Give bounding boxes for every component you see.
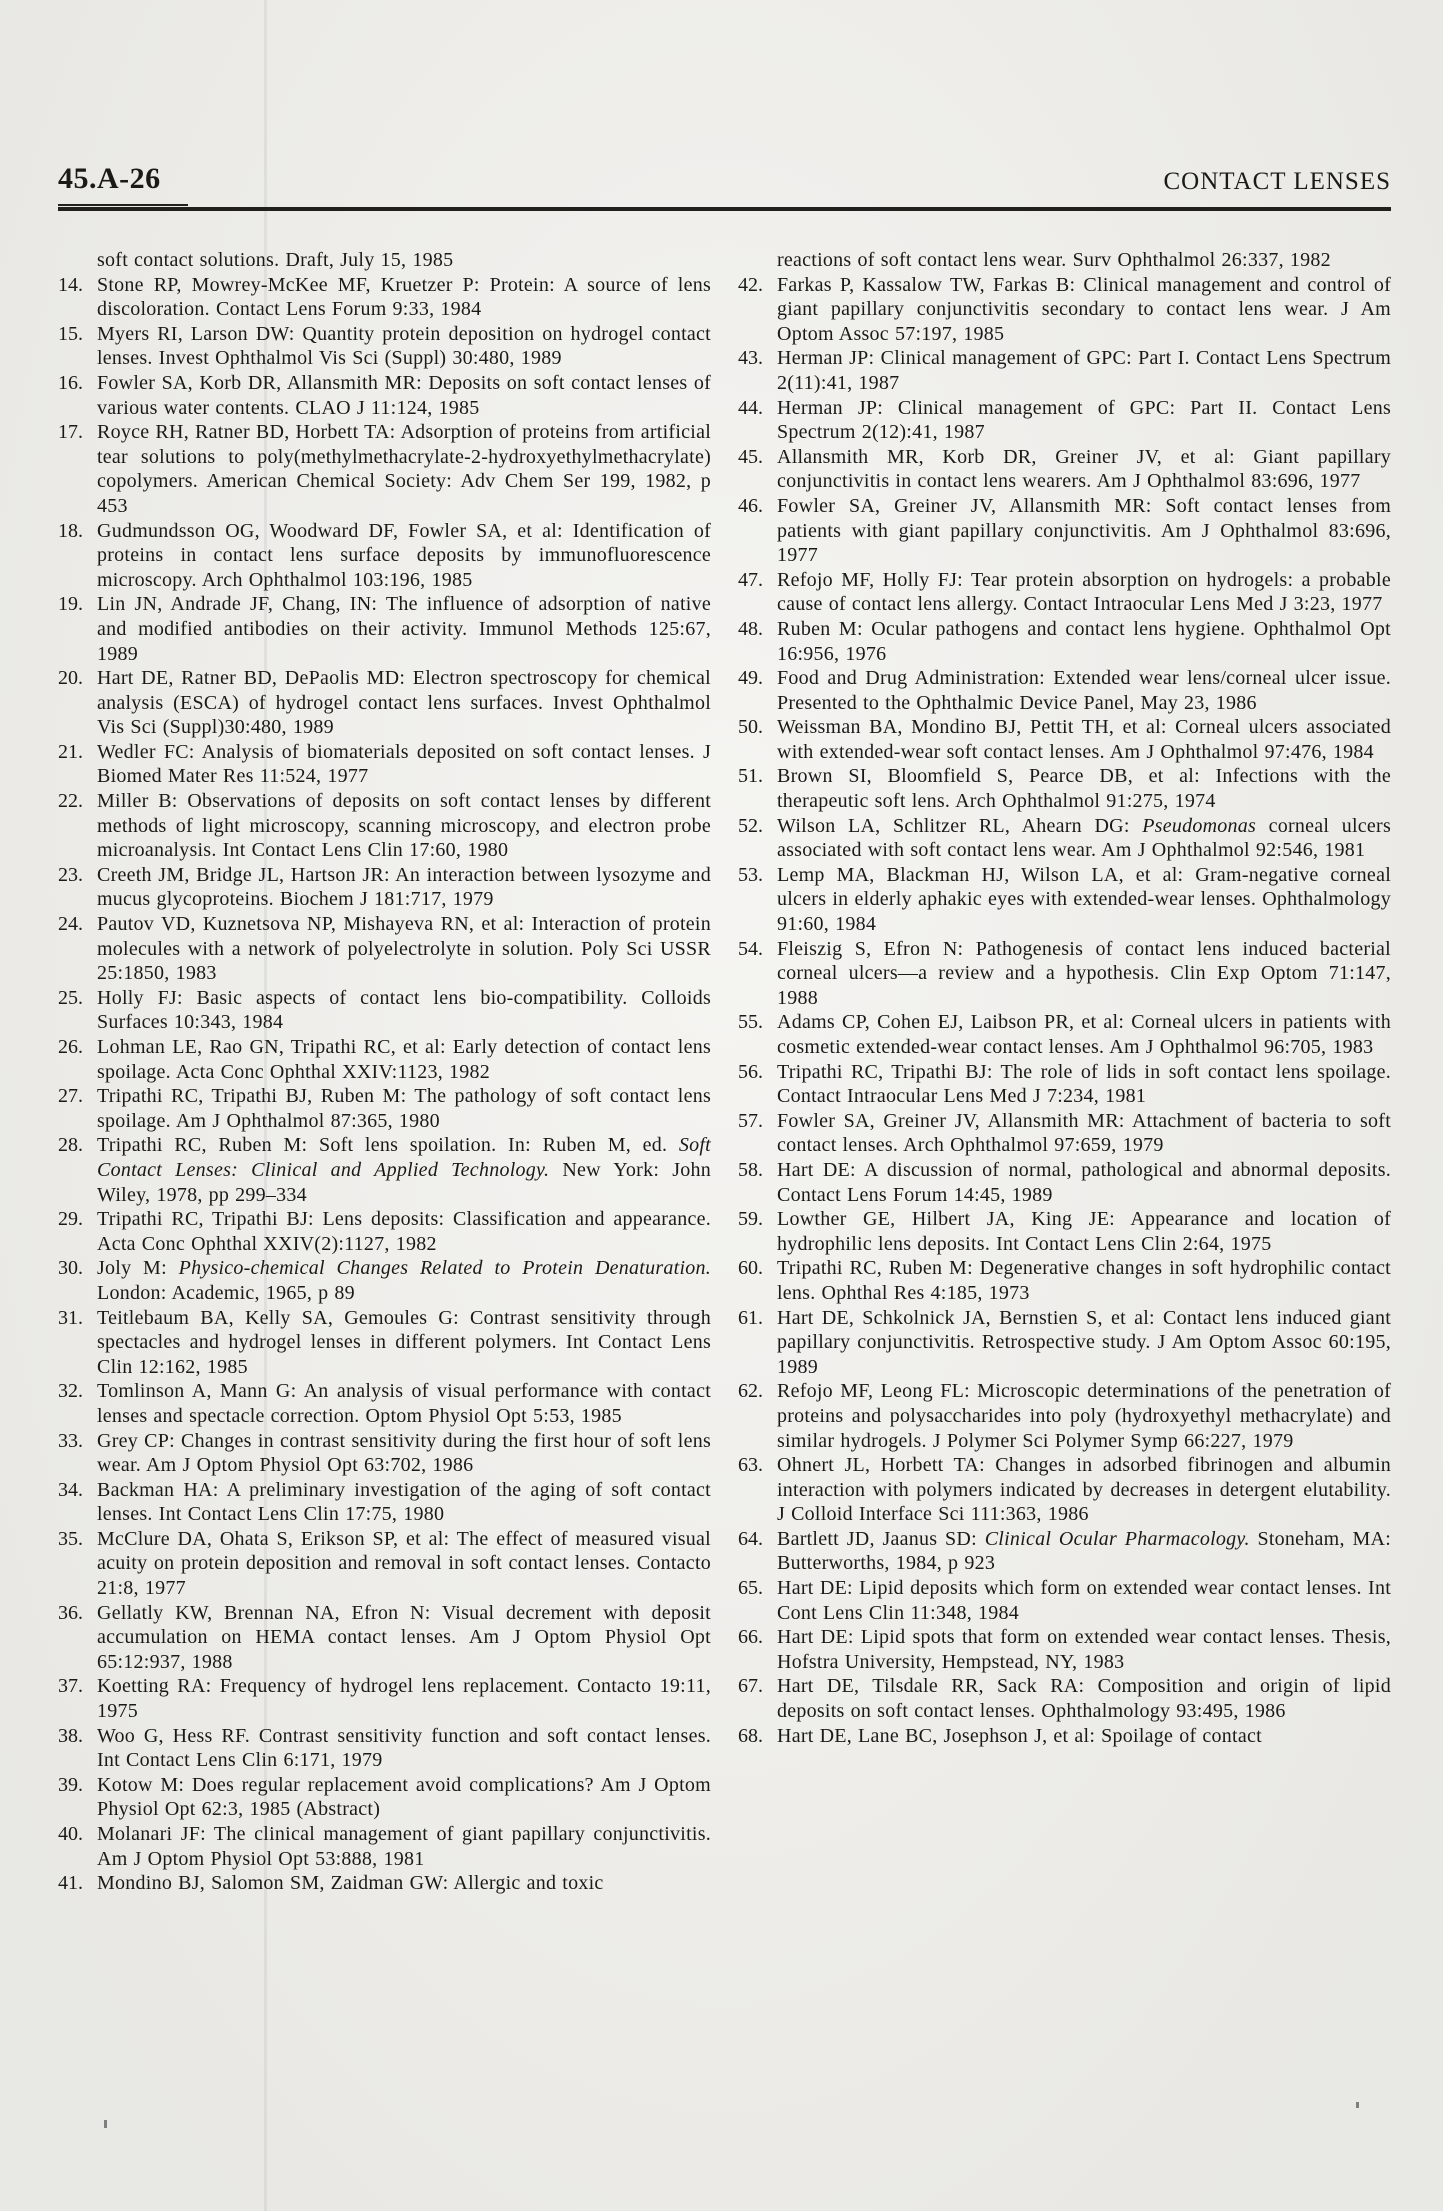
reference-text (97, 1307, 711, 1378)
reference-entry (58, 420, 711, 518)
reference-number: 16. (58, 371, 83, 394)
reference-text-segment: Bartlett JD, Jaanus SD: (777, 1527, 985, 1550)
reference-number: 33. (58, 1429, 83, 1452)
page-header (58, 162, 1391, 196)
reference-title-italic: Pseudomonas (1142, 814, 1257, 837)
reference-number: 64. (738, 1527, 763, 1550)
reference-continuation (738, 248, 1391, 273)
reference-number: 46. (738, 494, 763, 517)
reference-entry (58, 1084, 711, 1133)
reference-text-segment: Myers RI, Larson DW: Quantity protein deposition on hydrogel contact lenses. Invest Ophthalmol Vis Sci (Suppl) 30:480, 1989 (97, 322, 711, 370)
reference-number: 24. (58, 913, 83, 936)
reference-text-segment: Allansmith MR, Korb DR, Greiner JV, et al: Giant papillary conjunctivitis in contact lens wearers. Am J Ophthalmol 83:696, 1977 (777, 445, 1391, 493)
reference-text-segment: Fowler SA, Greiner JV, Allansmith MR: Attachment of bacteria to soft contact lenses. Arch Ophthalmol 97:659, 1979 (777, 1109, 1391, 1157)
reference-entry (58, 1724, 711, 1773)
reference-text (777, 1159, 1391, 1206)
reference-text (97, 790, 711, 861)
reference-text-segment: Woo G, Hess RF. Contrast sensitivity function and soft contact lenses. Int Contact Lens Clin 6:171, 1979 (97, 1724, 711, 1772)
reference-number: 61. (738, 1306, 763, 1329)
reference-title-italic: Clinical Ocular Pharmacology. (984, 1527, 1250, 1550)
reference-entry (738, 1109, 1391, 1158)
reference-text-segment: Backman HA: A preliminary investigation of the aging of soft contact lenses. Int Contact Lens Clin 17:75, 1980 (97, 1478, 711, 1526)
reference-number: 29. (58, 1208, 83, 1231)
reference-entry (738, 1453, 1391, 1527)
reference-entry (58, 912, 711, 986)
reference-entry (738, 1256, 1391, 1305)
scan-speck (104, 2120, 107, 2128)
reference-number: 39. (58, 1773, 83, 1796)
reference-text (777, 274, 1391, 345)
reference-text-segment: Miller B: Observations of deposits on soft contact lenses by different methods of light microscopy, scanning microscopy, and electron probe microanalysis. Int Contact Lens Clin 17:60, 1980 (97, 790, 711, 862)
reference-entry (738, 1158, 1391, 1207)
reference-number: 66. (738, 1626, 763, 1649)
reference-text-segment: Lemp MA, Blackman HJ, Wilson LA, et al: Gram-negative corneal ulcers in elderly aphakic eyes with extended-wear lenses. Ophthalmology 91:60, 1984 (777, 863, 1391, 936)
reference-entry (738, 445, 1391, 494)
reference-entry (738, 396, 1391, 445)
reference-text-segment: Weissman BA, Mondino BJ, Pettit TH, et al: Corneal ulcers associated with extended-wear soft contact lenses. Am J Ophthalmol 97:476, 1984 (777, 716, 1391, 763)
reference-entry (58, 1822, 711, 1871)
reference-text-segment: Stoneham, MA: Butterworths, 1984, p 923 (777, 1527, 1392, 1575)
reference-text (97, 1257, 711, 1304)
reference-number: 20. (58, 667, 83, 690)
reference-title-italic: Physico-chemical Changes Related to Protein Denaturation. (178, 1257, 711, 1280)
reference-text (97, 274, 711, 321)
reference-entry (58, 273, 711, 322)
reference-text (97, 864, 711, 911)
reference-text-segment: reactions of soft contact lens wear. Surv Ophthalmol 26:337, 1982 (777, 249, 1331, 271)
scan-speck (1356, 2102, 1359, 2108)
reference-number: 28. (58, 1134, 83, 1157)
reference-number: 34. (58, 1478, 83, 1501)
reference-text (97, 1479, 711, 1526)
reference-text (777, 1011, 1391, 1058)
reference-number: 68. (738, 1724, 763, 1747)
reference-entry (58, 371, 711, 420)
reference-text-segment: Hart DE: Lipid spots that form on extended wear contact lenses. Thesis, Hofstra University, Hempstead, NY, 1983 (777, 1626, 1391, 1673)
reference-text (97, 1380, 711, 1427)
reference-entry (58, 863, 711, 912)
reference-entry (58, 740, 711, 789)
reference-text-segment: Royce RH, Ratner BD, Horbett TA: Adsorption of proteins from artificial tear solutions to poly(methylmethacrylate-2-hydroxyethylmethacrylate) copolymers. American Chemical Society: Adv Chem Ser 199, 1982, p 453 (97, 421, 711, 517)
reference-text-segment: Hart DE: Lipid deposits which form on extended wear contact lenses. Int Cont Lens Clin 11:348, 1984 (777, 1577, 1391, 1624)
reference-entry (738, 1060, 1391, 1109)
reference-number: 31. (58, 1306, 83, 1329)
reference-number: 37. (58, 1675, 83, 1698)
reference-entry (58, 592, 711, 666)
header-rule (58, 207, 1391, 211)
reference-text-segment: soft contact solutions. Draft, July 15, 1985 (97, 249, 454, 271)
reference-text-segment: Gellatly KW, Brennan NA, Efron N: Visual decrement with deposit accumulation on HEMA contact lenses. Am J Optom Physiol Opt 65:12:937, 1988 (97, 1601, 711, 1673)
reference-text-segment: Hart DE: A discussion of normal, pathological and abnormal deposits. Contact Lens Forum 14:45, 1989 (777, 1158, 1391, 1206)
reference-text-segment: Refojo MF, Holly FJ: Tear protein absorption on hydrogels: a probable cause of contact lens allergy. Contact Intraocular Lens Med J 3:23, 1977 (777, 568, 1391, 616)
reference-number: 65. (738, 1577, 763, 1600)
reference-number: 15. (58, 322, 83, 345)
reference-entry (58, 1256, 711, 1305)
reference-text-segment: Herman JP: Clinical management of GPC: Part II. Contact Lens Spectrum 2(12):41, 1987 (777, 396, 1391, 444)
reference-text (97, 249, 453, 271)
running-title: CONTACT LENSES (1163, 168, 1391, 195)
reference-text (97, 593, 711, 664)
reference-entry (738, 715, 1391, 764)
reference-entry (58, 1527, 711, 1601)
reference-text-segment: Grey CP: Changes in contrast sensitivity during the first hour of soft lens wear. Am J Optom Physiol Opt 63:702, 1986 (97, 1429, 711, 1477)
reference-text-segment: Kotow M: Does regular replacement avoid complications? Am J Optom Physiol Opt 62:3, 1985 (Abstract) (97, 1773, 711, 1821)
reference-text (97, 323, 711, 370)
reference-text (97, 987, 711, 1034)
page-number: 45.A-26 (58, 162, 161, 195)
reference-entry (58, 1429, 711, 1478)
reference-entry (58, 666, 711, 740)
reference-text-segment: Herman JP: Clinical management of GPC: Part I. Contact Lens Spectrum 2(11):41, 1987 (777, 347, 1391, 394)
reference-text-segment: Hart DE, Tilsdale RR, Sack RA: Composition and origin of lipid deposits on soft contact lenses. Ophthalmology 93:495, 1986 (777, 1675, 1391, 1723)
reference-text (97, 421, 711, 517)
reference-text-segment: Koetting RA: Frequency of hydrogel lens replacement. Contacto 19:11, 1975 (97, 1675, 711, 1723)
reference-text (777, 667, 1391, 714)
reference-text (97, 1036, 711, 1083)
reference-entry (738, 863, 1391, 937)
reference-number: 48. (738, 617, 763, 640)
reference-number: 42. (738, 273, 763, 296)
reference-entry (58, 1133, 711, 1207)
reference-entry (58, 1379, 711, 1428)
reference-text (777, 249, 1331, 271)
reference-text (777, 1208, 1391, 1255)
reference-number: 32. (58, 1380, 83, 1403)
reference-title-italic: Soft Contact Lenses: Clinical and Applied Technology. (97, 1134, 711, 1181)
reference-text (777, 938, 1391, 1009)
reference-text (777, 1110, 1391, 1157)
reference-entry (738, 1379, 1391, 1453)
reference-number: 21. (58, 740, 83, 763)
reference-number: 53. (738, 863, 763, 886)
reference-text-segment: Holly FJ: Basic aspects of contact lens bio-compatibility. Colloids Surfaces 10:343, 1984 (97, 986, 711, 1034)
reference-text-segment: Ohnert JL, Horbett TA: Changes in adsorbed fibrinogen and albumin interaction with polymers indicated by decreases in detergent elutability. J Colloid Interface Sci 111:363, 1986 (777, 1454, 1391, 1526)
reference-entry (738, 1576, 1391, 1625)
reference-number: 60. (738, 1257, 763, 1280)
reference-text (97, 1430, 711, 1477)
reference-text (97, 1823, 711, 1870)
reference-text-segment: Tripathi RC, Tripathi BJ: The role of lids in soft contact lens spoilage. Contact Intraocular Lens Med J 7:234, 1981 (777, 1060, 1391, 1108)
reference-entry (58, 322, 711, 371)
reference-number: 67. (738, 1675, 763, 1698)
reference-text-segment: Fowler SA, Greiner JV, Allansmith MR: Soft contact lenses from patients with giant papillary conjunctivitis. Am J Ophthalmol 83:696, 1977 (777, 494, 1391, 567)
reference-columns (58, 248, 1392, 1896)
reference-entry (58, 1601, 711, 1675)
reference-text (777, 765, 1391, 812)
reference-text (97, 1528, 711, 1599)
reference-entry (738, 273, 1391, 347)
reference-text-segment: Tripathi RC, Ruben M: Soft lens spoilation. In: Ruben M, ed. (97, 1134, 679, 1157)
reference-number: 25. (58, 986, 83, 1009)
reference-entry (738, 1010, 1391, 1059)
reference-text (777, 1257, 1391, 1304)
reference-number: 63. (738, 1454, 763, 1477)
reference-entry (738, 1207, 1391, 1256)
reference-text (777, 446, 1391, 493)
reference-text (777, 1725, 1262, 1747)
reference-text (777, 495, 1391, 566)
reference-entry (58, 1871, 711, 1896)
reference-text-segment: Tomlinson A, Mann G: An analysis of visual performance with contact lenses and spectacle correction. Optom Physiol Opt 5:53, 1985 (97, 1380, 711, 1427)
reference-entry (58, 1478, 711, 1527)
reference-text-segment: Mondino BJ, Salomon SM, Zaidman GW: Allergic and toxic (97, 1872, 604, 1895)
reference-text (777, 1626, 1391, 1673)
reference-entry (58, 519, 711, 593)
reference-text (777, 1675, 1391, 1722)
reference-text-segment: Wilson LA, Schlitzer RL, Ahearn DG: (777, 814, 1143, 837)
reference-entry (738, 1625, 1391, 1674)
reference-entry (738, 568, 1391, 617)
reference-text-segment: Ruben M: Ocular pathogens and contact lens hygiene. Ophthalmol Opt 16:956, 1976 (777, 617, 1391, 665)
reference-text-segment: Tripathi RC, Ruben M: Degenerative changes in soft hydrophilic contact lens. Ophthal Res 4:185, 1973 (777, 1257, 1391, 1304)
reference-number: 18. (58, 519, 83, 542)
reference-continuation (58, 248, 711, 273)
reference-entry (738, 814, 1391, 863)
reference-number: 55. (738, 1011, 763, 1034)
reference-text-segment: corneal ulcers associated with soft contact lens wear. Am J Ophthalmol 92:546, 1981 (777, 814, 1391, 862)
reference-number: 56. (738, 1060, 763, 1083)
reference-entry (58, 986, 711, 1035)
reference-entry (58, 1035, 711, 1084)
reference-number: 38. (58, 1724, 83, 1747)
reference-text (97, 1085, 711, 1132)
reference-text (97, 1208, 711, 1255)
reference-number: 62. (738, 1380, 763, 1403)
reference-text (97, 1725, 711, 1772)
reference-text (777, 1528, 1391, 1575)
reference-text-segment: Fleiszig S, Efron N: Pathogenesis of contact lens induced bacterial corneal ulcers—a review and a hypothesis. Clin Exp Optom 71:147, 1988 (777, 937, 1391, 1009)
reference-entry (738, 1527, 1391, 1576)
reference-text-segment: Wedler FC: Analysis of biomaterials deposited on soft contact lenses. J Biomed Mater Res 11:524, 1977 (97, 740, 711, 788)
reference-text (777, 716, 1391, 763)
reference-text (777, 1380, 1391, 1451)
reference-text (97, 913, 711, 984)
reference-text (777, 347, 1391, 394)
reference-entry (738, 1724, 1391, 1749)
reference-number: 40. (58, 1823, 83, 1845)
reference-entry (738, 617, 1391, 666)
reference-number: 50. (738, 716, 763, 739)
reference-number: 52. (738, 814, 763, 837)
reference-text (777, 864, 1391, 935)
reference-text-segment: Joly M: (97, 1257, 179, 1280)
reference-text-segment: Farkas P, Kassalow TW, Farkas B: Clinical management and control of giant papillary conjunctivitis secondary to contact lens wear. J Am Optom Assoc 57:197, 1985 (777, 273, 1391, 345)
reference-text (777, 1307, 1391, 1378)
reference-text (97, 1872, 604, 1894)
reference-entry (58, 1773, 711, 1822)
reference-number: 51. (738, 765, 763, 788)
reference-text-segment: Tripathi RC, Tripathi BJ: Lens deposits: Classification and appearance. Acta Conc Ophthal XXIV(2):1127, 1982 (97, 1208, 711, 1255)
reference-number: 45. (738, 445, 763, 468)
reference-text-segment: Tripathi RC, Tripathi BJ, Ruben M: The pathology of soft contact lens spoilage. Am J Ophthalmol 87:365, 1980 (97, 1085, 711, 1132)
reference-text (97, 1675, 711, 1722)
reference-number: 54. (738, 937, 763, 960)
reference-text (97, 1602, 711, 1673)
reference-entry (738, 1674, 1391, 1723)
reference-text (777, 397, 1391, 444)
reference-number: 47. (738, 568, 763, 591)
left-column (58, 248, 711, 1896)
reference-number: 19. (58, 593, 83, 616)
reference-number: 23. (58, 863, 83, 886)
reference-text-segment: Refojo MF, Leong FL: Microscopic determinations of the penetration of proteins and polysaccharides into poly (hydroxyethyl methacrylate) and similar hydrogels. J Polymer Sci Polymer Symp 66:227, 1979 (777, 1380, 1391, 1452)
reference-number: 30. (58, 1257, 83, 1280)
reference-entry (738, 666, 1391, 715)
reference-text (97, 372, 711, 419)
right-column (738, 248, 1391, 1896)
reference-number: 26. (58, 1036, 83, 1058)
reference-text-segment: Molanari JF: The clinical management of giant papillary conjunctivitis. Am J Optom Physiol Opt 53:888, 1981 (97, 1823, 711, 1870)
reference-text-segment: Gudmundsson OG, Woodward DF, Fowler SA, et al: Identification of proteins in contact lens surface deposits by immunofluorescence microscopy. Arch Ophthalmol 103:196, 1985 (97, 519, 711, 591)
reference-text (777, 618, 1391, 665)
reference-entry (58, 1674, 711, 1723)
reference-entry (738, 1306, 1391, 1380)
reference-text (777, 1454, 1391, 1525)
reference-entry (58, 1207, 711, 1256)
reference-number: 58. (738, 1158, 763, 1181)
reference-text-segment: New York: John Wiley, 1978, pp 299–334 (97, 1158, 711, 1206)
reference-text (97, 667, 711, 738)
reference-text-segment: Food and Drug Administration: Extended wear lens/corneal ulcer issue. Presented to the Ophthalmic Device Panel, May 23, 1986 (777, 667, 1391, 714)
reference-text-segment: Hart DE, Ratner BD, DePaolis MD: Electron spectroscopy for chemical analysis (ESCA) of hydrogel contact lens surfaces. Invest Ophthalmol Vis Sci (Suppl)30:480, 1989 (97, 667, 711, 739)
reference-text-segment: Adams CP, Cohen EJ, Laibson PR, et al: Corneal ulcers in patients with cosmetic extended-wear contact lenses. Am J Ophthalmol 96:705, 1983 (777, 1011, 1391, 1058)
reference-number: 22. (58, 790, 83, 813)
reference-entry (58, 789, 711, 863)
reference-text (777, 569, 1391, 616)
reference-number: 14. (58, 273, 83, 296)
reference-entry (738, 346, 1391, 395)
reference-text-segment: Hart DE, Lane BC, Josephson J, et al: Spoilage of contact (777, 1724, 1262, 1747)
reference-text-segment: Lowther GE, Hilbert JA, King JE: Appearance and location of hydrophilic lens deposits. Int Contact Lens Clin 2:64, 1975 (777, 1208, 1391, 1255)
reference-text-segment: Brown SI, Bloomfield S, Pearce DB, et al: Infections with the therapeutic soft lens. Arch Ophthalmol 91:275, 1974 (777, 765, 1391, 813)
reference-entry (58, 1306, 711, 1380)
reference-number: 43. (738, 347, 763, 370)
reference-text (97, 1134, 711, 1205)
reference-entry (738, 937, 1391, 1011)
reference-text-segment: Hart DE, Schkolnick JA, Bernstien S, et al: Contact lens induced giant papillary conjunctivitis. Retrospective study. J Am Optom Assoc 60:195, 1989 (777, 1306, 1391, 1378)
reference-text (97, 520, 711, 591)
reference-number: 36. (58, 1601, 83, 1624)
reference-text-segment: Lin JN, Andrade JF, Chang, IN: The influence of adsorption of native and modified antibodies on their activity. Immunol Methods 125:67, 1989 (97, 593, 711, 665)
reference-entry (738, 764, 1391, 813)
reference-text-segment: Stone RP, Mowrey-McKee MF, Kruetzer P: Protein: A source of lens discoloration. Contact Lens Forum 9:33, 1984 (97, 273, 711, 321)
reference-text-segment: Teitlebaum BA, Kelly SA, Gemoules G: Contrast sensitivity through spectacles and hydrogel lenses in different polymers. Int Contact Lens Clin 12:162, 1985 (97, 1306, 711, 1378)
reference-number: 17. (58, 421, 83, 444)
reference-text-segment: Fowler SA, Korb DR, Allansmith MR: Deposits on soft contact lenses of various water contents. CLAO J 11:124, 1985 (97, 371, 711, 419)
reference-text (97, 1774, 711, 1821)
reference-text (777, 1577, 1391, 1624)
reference-number: 59. (738, 1208, 763, 1231)
reference-entry (738, 494, 1391, 568)
reference-text-segment: Pautov VD, Kuznetsova NP, Mishayeva RN, et al: Interaction of protein molecules with a network of polyelectrolyte in solution. Poly Sci USSR 25:1850, 1983 (97, 913, 711, 985)
reference-number: 41. (58, 1872, 83, 1895)
reference-number: 35. (58, 1527, 83, 1550)
reference-number: 44. (738, 396, 763, 419)
reference-text-segment: London: Academic, 1965, p 89 (97, 1281, 355, 1304)
reference-number: 57. (738, 1109, 763, 1132)
reference-text (97, 741, 711, 788)
reference-text (777, 815, 1391, 862)
reference-number: 27. (58, 1085, 83, 1108)
reference-number: 49. (738, 667, 763, 690)
reference-text-segment: Creeth JM, Bridge JL, Hartson JR: An interaction between lysozyme and mucus glycoproteins. Biochem J 181:717, 1979 (97, 863, 711, 911)
reference-text (777, 1061, 1391, 1108)
reference-text-segment: Lohman LE, Rao GN, Tripathi RC, et al: Early detection of contact lens spoilage. Acta Conc Ophthal XXIV:1123, 1982 (97, 1036, 711, 1083)
reference-text-segment: McClure DA, Ohata S, Erikson SP, et al: The effect of measured visual acuity on protein deposition and removal in soft contact lenses. Contacto 21:8, 1977 (97, 1527, 711, 1600)
